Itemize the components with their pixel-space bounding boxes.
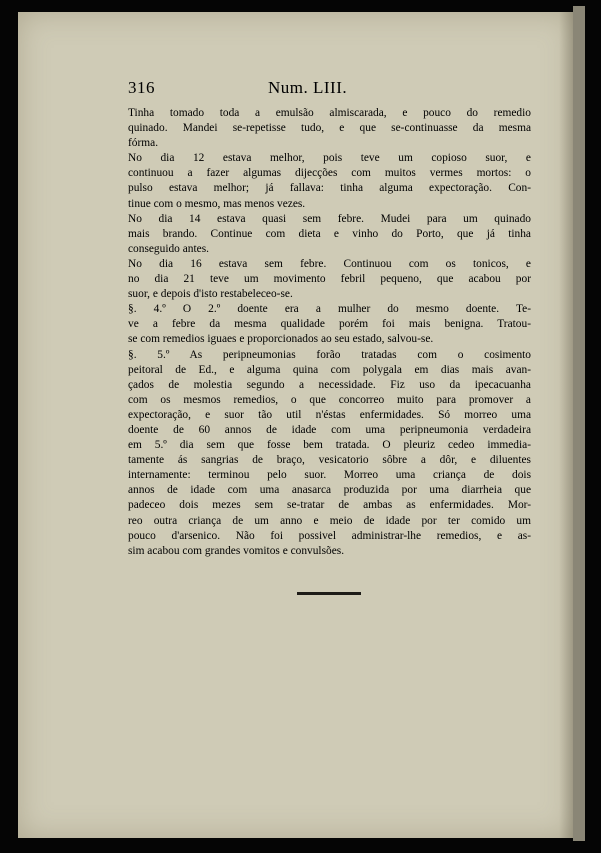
text-line: no dia 21 teve um movimento febril pequeno, que acabou por (128, 273, 531, 286)
text-line: No dia 14 estava quasi sem febre. Mudei para um quinado (128, 212, 531, 225)
text-line: reo outra criança de um anno e meio de idade por ter comido um (128, 514, 531, 527)
text-line: quinado. Mandei se-repetisse tudo, e que se-continuasse da mesma (128, 122, 531, 135)
text-line: peitoral de Ed., e alguma quina com polygala em dias mais avan- (128, 363, 531, 376)
text-line: com os mesmos remedios, o que concorreo muito para promover a (128, 393, 531, 406)
text-line: No dia 16 estava sem febre. Continuou com os tonicos, e (128, 257, 531, 270)
text-line: Tinha tomado toda a emulsão almiscarada, e pouco do remedio (128, 107, 531, 119)
page-header (128, 78, 458, 100)
text-line: conseguido antes. (128, 242, 209, 255)
text-line: se com remedios iguaes e proporcionados ao seu estado, salvou-se. (128, 333, 434, 346)
text-line: pouco d'arsenico. Não foi possivel administrar-lhe remedios, e as- (128, 529, 531, 542)
body-text (128, 106, 531, 559)
text-line: padeceo dois mezes sem se-tratar de ambas as enfermidades. Mor- (128, 499, 531, 512)
text-line: çados de molestia segundo a necessidade. Fiz uso da ipecacuanha (128, 378, 531, 391)
text-line: §. 4.º O 2.º doente era a mulher do mesmo doente. Te- (128, 303, 531, 316)
adjacent-page-edge (573, 6, 585, 841)
running-title: Num. LIII. (268, 78, 348, 97)
text-line: internamente: terminou pelo suor. Morreo uma criança de dois (128, 469, 531, 482)
text-line: sim acabou com grandes vomitos e convulsões. (128, 544, 345, 557)
text-line: mais brando. Continue com dieta e vinho do Porto, que já tinha (128, 227, 531, 240)
end-rule (297, 592, 361, 595)
text-line: tinue com o mesmo, mas menos vezes. (128, 197, 306, 210)
text-line: expectoração, e suor tão util n'éstas enfermidades. Só morreo uma (128, 408, 531, 421)
text-line: tamente ás sangrias de braço, vesicatorio sôbre a dôr, e diluentes (128, 454, 531, 467)
text-line: continuou a fazer algumas dijecções com muitos vermes mortos: o (128, 167, 531, 180)
text-line: suor, e depois d'isto restabeleceo-se. (128, 288, 293, 301)
text-line: em 5.º dia sem que fosse bem tratada. O pleuriz cedeo immedia- (128, 439, 531, 452)
page-number: 316 (128, 78, 155, 97)
text-line: §. 5.º As peripneumonias forão tratadas com o cosimento (128, 348, 531, 361)
text-line: doente de 60 annos de idade com uma peripneumonia verdadeira (128, 423, 531, 436)
text-line: fórma. (128, 137, 159, 150)
text-line: No dia 12 estava melhor, pois teve um copioso suor, e (128, 152, 531, 165)
text-line: ve a febre da mesma qualidade porém foi mais benigna. Tratou- (128, 318, 531, 331)
text-line: annos de idade com uma anasarca produzida por uma diarrheia que (128, 484, 531, 497)
text-line: pulso estava melhor; já fallava: tinha alguma expectoração. Con- (128, 182, 531, 195)
